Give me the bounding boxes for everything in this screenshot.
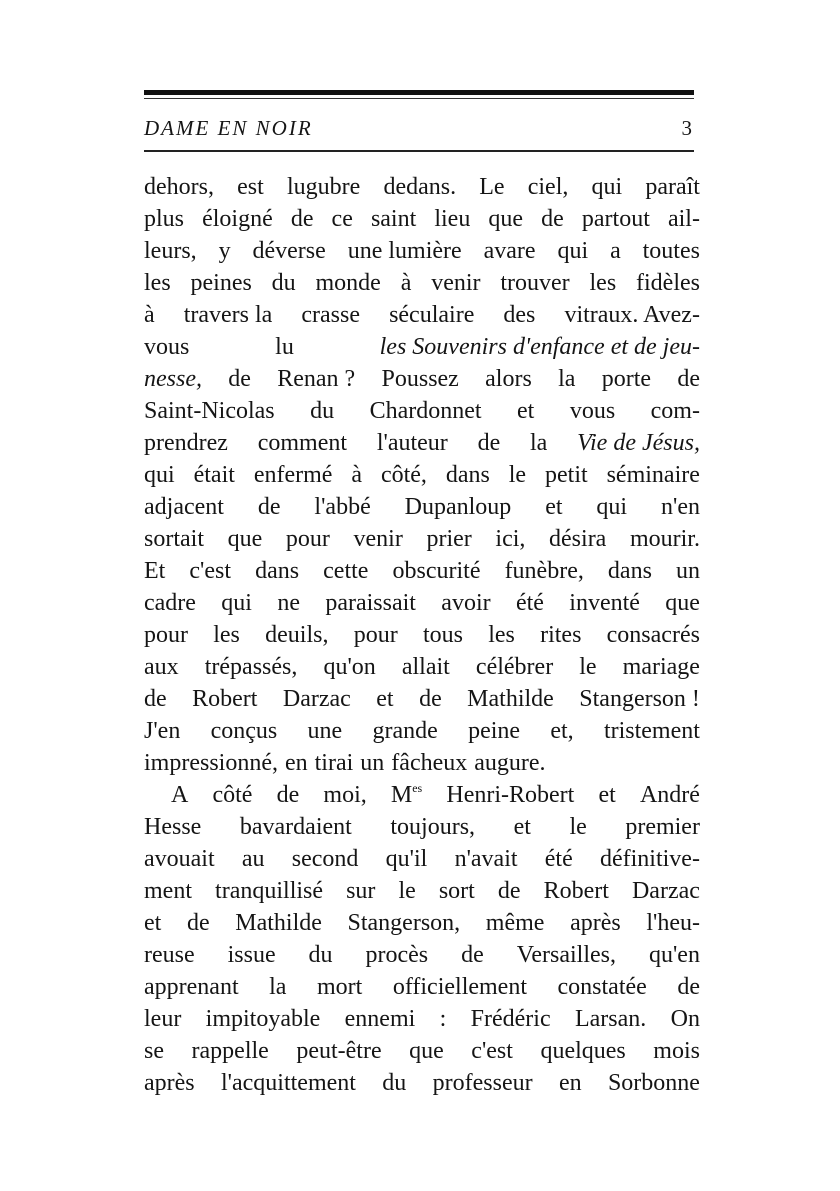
word: leur	[144, 1006, 182, 1032]
word: de	[497, 878, 521, 904]
word: que	[665, 590, 700, 616]
text-line	[144, 555, 700, 587]
word: dans	[255, 558, 300, 584]
word: de	[541, 206, 564, 232]
word: sortait	[144, 526, 204, 552]
word: Le	[479, 174, 505, 200]
word: de	[677, 974, 700, 1000]
text-line	[144, 363, 700, 395]
word: déverse	[252, 238, 326, 264]
word: nesse,	[144, 366, 202, 392]
word: $M^{es}$	[390, 781, 423, 808]
word: été	[515, 590, 544, 616]
text-line	[144, 1035, 700, 1067]
word: une	[307, 718, 343, 744]
text-line	[144, 1067, 700, 1099]
text-line	[144, 715, 700, 747]
word: bavardaient	[239, 814, 352, 840]
word: On	[670, 1006, 700, 1032]
header-underline-rule	[144, 150, 694, 152]
word: qui	[557, 238, 589, 264]
word: le	[579, 654, 597, 680]
word: Robert	[543, 878, 609, 904]
word: séculaire	[389, 302, 475, 328]
word: les Souvenirs d'enfance et de jeu-	[379, 334, 700, 360]
word: paraissait	[325, 590, 416, 616]
word: Saint-Nicolas	[144, 398, 275, 424]
word: lu	[275, 334, 294, 360]
word: le	[569, 814, 587, 840]
text-line	[144, 171, 700, 203]
word: pour	[285, 526, 330, 552]
word: obscurité	[392, 558, 481, 584]
word: que	[488, 206, 524, 232]
word: Vie de Jésus,	[577, 430, 700, 456]
word: leurs,	[144, 238, 197, 264]
word: cette	[323, 558, 369, 584]
word: partout	[581, 206, 650, 232]
word: et	[598, 782, 616, 808]
word: grande	[372, 718, 438, 744]
word: plus	[144, 206, 185, 232]
word: mourir.	[629, 526, 700, 552]
word: et	[517, 398, 535, 424]
word: rites	[540, 622, 582, 648]
word: enfermé	[253, 462, 333, 488]
word: est	[237, 174, 264, 200]
word: vitraux. Avez-	[564, 302, 700, 328]
word: un	[360, 750, 385, 776]
word: crasse	[301, 302, 361, 328]
text-line	[144, 459, 700, 491]
word: dans	[607, 558, 652, 584]
word: du	[310, 398, 335, 424]
text-line	[144, 811, 700, 843]
text-line	[144, 683, 700, 715]
word: Mathilde	[235, 910, 322, 936]
word: tirai	[314, 750, 354, 776]
word: ciel,	[527, 174, 569, 200]
word: célébrer	[475, 654, 554, 680]
word: et	[513, 814, 531, 840]
word: le	[508, 462, 527, 488]
word: de	[228, 366, 251, 392]
word: peines	[190, 270, 252, 296]
word: moi,	[323, 782, 367, 808]
word: funèbre,	[504, 558, 584, 584]
word: à	[351, 462, 363, 488]
word: séminaire	[606, 462, 700, 488]
word: la	[530, 430, 548, 456]
word: apprenant	[144, 974, 239, 1000]
word: tristement	[603, 718, 700, 744]
word: une lumière	[347, 238, 462, 264]
word: paraît	[645, 174, 700, 200]
word: pour	[353, 622, 398, 648]
word: qu'en	[648, 942, 700, 968]
word: Darzac	[631, 878, 700, 904]
word: sur	[346, 878, 376, 904]
word: à	[144, 302, 155, 328]
word: procès	[365, 942, 429, 968]
word: second	[291, 846, 359, 872]
page-number: 3	[681, 116, 692, 140]
word: du	[271, 270, 296, 296]
word: lieu	[434, 206, 471, 232]
word: petit	[545, 462, 588, 488]
word: prendrez	[144, 430, 228, 456]
word: que	[409, 1038, 444, 1064]
word: les	[488, 622, 515, 648]
word: de	[419, 686, 442, 712]
word: côté	[212, 782, 253, 808]
word: constatée	[557, 974, 647, 1000]
word: prier	[426, 526, 472, 552]
word: André	[639, 782, 700, 808]
word: l'auteur	[376, 430, 448, 456]
word: et	[376, 686, 394, 712]
word: la	[269, 974, 287, 1000]
word: Et	[144, 558, 166, 584]
word: l'abbé	[314, 494, 371, 520]
text-line	[144, 779, 700, 811]
word: l'acquittement	[220, 1070, 356, 1096]
word: avoir	[441, 590, 491, 616]
word: aux	[144, 654, 179, 680]
text-line	[144, 299, 700, 331]
word: J'en	[144, 718, 181, 744]
word: trépassés,	[204, 654, 298, 680]
word: pour	[144, 622, 188, 648]
word: du	[382, 1070, 407, 1096]
word: de	[186, 910, 210, 936]
word: ici,	[495, 526, 526, 552]
word: Henri-Robert	[446, 782, 575, 808]
word: le	[398, 878, 416, 904]
word: y	[218, 238, 231, 264]
word: des	[503, 302, 536, 328]
word: ce	[331, 206, 353, 232]
word: toujours,	[390, 814, 476, 840]
word: Dupanloup	[404, 494, 512, 520]
word: :	[439, 1006, 447, 1032]
text-line	[144, 491, 700, 523]
word: avouait	[144, 846, 215, 872]
word: c'est	[471, 1038, 513, 1064]
word: Chardonnet	[369, 398, 482, 424]
text-line	[144, 843, 700, 875]
word: se	[144, 1038, 164, 1064]
word: vous	[144, 334, 190, 360]
word: quelques	[540, 1038, 626, 1064]
word: qui	[144, 462, 175, 488]
word: Hesse	[144, 814, 202, 840]
word: allait	[401, 654, 450, 680]
word: ne	[277, 590, 300, 616]
word: désira	[549, 526, 607, 552]
body-text	[144, 171, 700, 1099]
word: de	[290, 206, 314, 232]
word: dans	[445, 462, 490, 488]
word: de	[144, 686, 167, 712]
word: et,	[550, 718, 574, 744]
word: qu'il	[385, 846, 428, 872]
word: après	[570, 910, 621, 936]
word: en	[558, 1070, 582, 1096]
word: issue	[227, 942, 276, 968]
word: com-	[650, 398, 700, 424]
text-line	[144, 619, 700, 651]
word: ail-	[667, 206, 700, 232]
word: de	[677, 366, 700, 392]
word: saint	[370, 206, 417, 232]
text-line	[144, 267, 700, 299]
word: porte	[601, 366, 652, 392]
word: qui	[596, 494, 628, 520]
word: après	[144, 1070, 195, 1096]
word: a	[610, 238, 621, 264]
word: Mathilde	[467, 686, 554, 712]
word: reuse	[144, 942, 195, 968]
word: adjacent	[144, 494, 224, 520]
word: qui	[221, 590, 252, 616]
word: Stangerson,	[347, 910, 461, 936]
word: Renan ?	[277, 366, 356, 392]
word: mariage	[622, 654, 700, 680]
word: comment	[257, 430, 348, 456]
text-line	[144, 235, 700, 267]
word: rappelle	[191, 1038, 269, 1064]
word: dehors,	[144, 174, 214, 200]
word: vous	[569, 398, 616, 424]
text-line	[144, 971, 700, 1003]
header-thin-rule	[144, 98, 694, 99]
word: que	[227, 526, 263, 552]
word: lugubre	[286, 174, 361, 200]
word: conçus	[210, 718, 278, 744]
word: et	[144, 910, 162, 936]
word: sort	[438, 878, 475, 904]
word: inventé	[569, 590, 640, 616]
word: Stangerson !	[579, 686, 700, 712]
word: Frédéric	[470, 1006, 551, 1032]
word: fidèles	[636, 270, 700, 296]
word: définitive-	[599, 846, 700, 872]
word: n'en	[661, 494, 700, 520]
word: été	[544, 846, 573, 872]
word: Larsan.	[574, 1006, 647, 1032]
word: deuils,	[265, 622, 329, 648]
running-head	[144, 113, 694, 143]
text-line	[144, 427, 700, 459]
word: même	[485, 910, 545, 936]
word: impressionné,	[144, 750, 278, 776]
word: les	[213, 622, 240, 648]
word: un	[675, 558, 700, 584]
word: venir	[353, 526, 403, 552]
word: du	[308, 942, 333, 968]
word: Poussez	[381, 366, 459, 392]
word: au	[241, 846, 265, 872]
text-line	[144, 523, 700, 555]
word: Robert	[192, 686, 258, 712]
word: peine	[468, 718, 521, 744]
word: les	[589, 270, 617, 296]
word: impitoyable	[205, 1006, 321, 1032]
word: Sorbonne	[607, 1070, 700, 1096]
word: n'avait	[454, 846, 518, 872]
word: tous	[422, 622, 463, 648]
word: venir	[431, 270, 481, 296]
word: peut-être	[296, 1038, 382, 1064]
text-line	[144, 331, 700, 363]
word: avare	[483, 238, 536, 264]
word: A	[171, 782, 189, 808]
word: et	[545, 494, 563, 520]
word: en	[284, 750, 308, 776]
word: fâcheux	[391, 750, 468, 776]
word: consacrés	[606, 622, 700, 648]
word: ment	[144, 878, 192, 904]
word: mois	[653, 1038, 700, 1064]
word: tranquillisé	[215, 878, 324, 904]
word: était	[193, 462, 235, 488]
word: les	[144, 270, 171, 296]
word: de	[276, 782, 300, 808]
text-line	[144, 651, 700, 683]
word: à	[400, 270, 412, 296]
word: augure.	[474, 750, 546, 776]
word: trouver	[500, 270, 570, 296]
text-line	[144, 747, 700, 779]
word: qu'on	[323, 654, 376, 680]
word: Darzac	[282, 686, 351, 712]
word: c'est	[189, 558, 232, 584]
word: cadre	[144, 590, 196, 616]
word: ennemi	[344, 1006, 416, 1032]
word: toutes	[642, 238, 700, 264]
text-line	[144, 395, 700, 427]
word: qui	[591, 174, 623, 200]
header-thick-rule	[144, 90, 694, 95]
text-line	[144, 939, 700, 971]
word: monde	[315, 270, 381, 296]
word: l'heu-	[646, 910, 700, 936]
text-line	[144, 1003, 700, 1035]
text-line	[144, 875, 700, 907]
text-line	[144, 907, 700, 939]
text-line	[144, 203, 700, 235]
word: la	[558, 366, 576, 392]
word: éloigné	[202, 206, 273, 232]
word: Versailles,	[516, 942, 617, 968]
word: professeur	[432, 1070, 533, 1096]
word: de	[461, 942, 484, 968]
word: dedans.	[383, 174, 457, 200]
word: premier	[625, 814, 700, 840]
word: de	[257, 494, 281, 520]
running-title: DAME EN NOIR	[144, 116, 313, 140]
word: côté,	[380, 462, 427, 488]
word: alors	[485, 366, 532, 392]
word: officiellement	[392, 974, 527, 1000]
word: de	[477, 430, 501, 456]
word: mort	[316, 974, 363, 1000]
text-line	[144, 587, 700, 619]
word: travers la	[183, 302, 273, 328]
